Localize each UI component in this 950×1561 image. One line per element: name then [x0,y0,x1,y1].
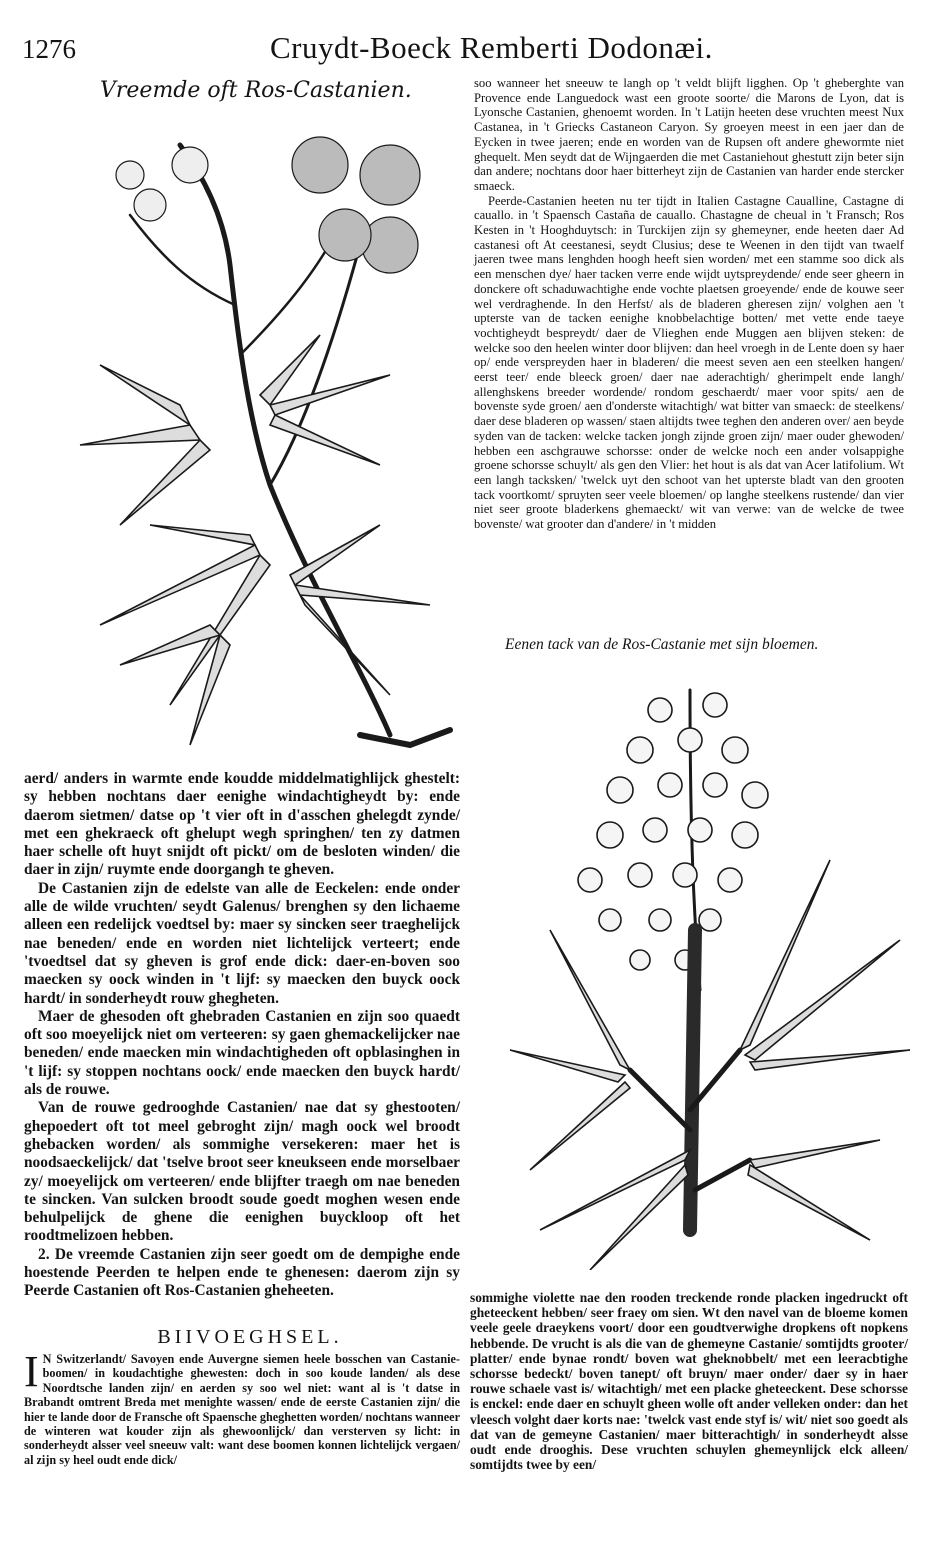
addition-heading: BIIVOEGHSEL. [157,1326,343,1348]
paragraph: Peerde-Castanien heeten nu ter tijdt in Italien Castagne Caualline, Castagne di cauallo. in 't Spaensch Castaña de cauallo. Chastagne de cheual in 't Fransch; Ros Kesten in 't Hooghduytsch: in Turckijen zijn sy ghemeyner, ende heeten daer Ad castanesi oft At ceestanesi, seydt Clusius; dese te Weenen in den tijdt van twaelf jaeren twee mans lenghden hoogh heeft sien worden/ met een stamme soo dick als een menschen dye/ haer tacken verre ende wijdt uytspreydende/ ende seer gheern in donckere oft schaduwachtighe ende vochte plaetsen groeyende/ ende de kouwe seer wel verdraghende. In den Herfst/ als de bladeren gheresen zijn/ volghen aen 't upterste van de tacken eenighe knobbelachtige botten/ met vette ende taeye vochtigheydt bespreydt/ daer de Vlieghen ende Muggen aen blijven steken: de welcke soo den heelen winter door blijven: dan heel vroegh in de Lente doen sy haer op/ ende verspreyden haer in bladeren/ die meest seven aen een steelken hangen/ eerst teer/ ende bleeck groen/ daer nae aderachtigh/ gherimpelt ende langh/ allenghskens breeder wordende/ rondom geschaerdt/ maer voor spits/ aen de bovenste syde groen/ aen d'onderste witachtigh/ wat bitter van smaeck: de steelkens/ daer dese bladeren op wassen/ staen altijdts twee teghen den anderen over/ aen beyde syden van de tacken: welcke tacken jongh zijnde groen zijn/ maer ouder ghewoden/ hebben een aschgrauwe schorsse: onder de welcke noch een ander volsappighe groene schorsse schuylt/ als gen den Vlier: het hout is als dat van Acer latifolium. Wt een langh tacksken/ 'twelck uyt den schoot van het upterste bladt van den grooten tack voortkomt/ spruyten seer veele bloemen/ op langhe steelkens rustende/ dan vier niet seer groote bladerkens ghemaeckt/ wit van verwe: van de welcke de twee bovenste/ wat grooter dan d'andere/ in 't midden [474,193,904,532]
paragraph: Maer de ghesoden oft ghebraden Castanien en zijn soo quaedt oft soo moeyelijck niet om verteeren: sy gaen ghemackelijcker nae beneden/ ende maecken min windachtigheden oft opblasinghen in 't lijf: sy stoppen nochtans oock/ ende maecken den buyck hardt/ als de rouwe. [24,1007,460,1099]
paragraph: 2. De vreemde Castanien zijn seer goedt om de dempighe ende hoestende Peerden te helpen ende te ghenesen: daerom zijn sy Peerde Castanien oft Ros-Castanien gheheeten. [24,1245,460,1300]
addition-paragraph [24,1347,460,1467]
page-number: 1276 [22,34,76,64]
running-title: Cruydt-Boeck Remberti Dodonæi. [270,30,713,65]
paragraph: sommighe violette nae den rooden treckende ronde placken ingedruckt oft gheteeckent hebben/ seer fraey om sien. Wt den navel van de bloeme komen veele geele draeykens voort/ door een goudtverwighe dropkens oft nopkens hebbende. De vrucht is als die van de ghemeyne Castanie/ somtijdts grooter/ platter/ ende bynae rondt/ boven wat gheknobbelt/ met een leeracbtighe schorsse bedeckt/ boven tanept/ oft bruyn/ maer onder/ daer sy in haer rouwe schaele vast is/ witachtigh/ met een placke gheteeckent. Dese schorsse is enckel: ende daer en schuylt gheen wolle oft ander velleken onder: dan het vleesch volght daer korts nae: 'twelck vast ende styf is/ wit/ niet soo goedt als dat van de gemeyne Castanien/ maer bitterachtigh/ in sonderheydt alsse oudt ende drooghis. Dese vruchten schuylen ghemeynlijck elck alleen/ somtijdts twee by een/ [470,1290,908,1473]
drop-capital: I [24,1347,39,1396]
right-column-top-text [474,76,904,532]
paragraph: soo wanneer het sneeuw te langh op 't veldt blijft ligghen. Op 't gheberghte van Provence ende Languedock wast een groote soorte/ die Marons de Lyon, dat is Lyonsche Castanien, ghenoemt worden. In 't Latijn heeten dese vruchten meest Nux Castanea, in 't Griecks Castaneon Caryon. Sy groeyen meest in een jaer dan de Eycken in twee jaeren; ende en worden van de Rupsen oft andere ghewormte niet ghequelt. Men seydt dat de Wijngaerden die met Castaniehout ghestutt zijn beter sijn dan andere; nochtans door haer bitterheyt zijn de Castanien van harder ende stercker smaeck. [474,76,904,193]
paragraph: Van de rouwe gedrooghde Castanien/ nae dat sy ghestooten/ ghepoedert oft tot meel gebroght zijn/ magh oock wel broodt ghebacken worden/ als sommighe versekeren: maer het is noodsaeckelijck/ dat 'tselve broot seer kneukseen ende morselbaer zy/ moeyelijck om verteeren/ ende blijfter traegh om nae beneden te sincken. Van sulcken broodt soude goedt moghen wesen ende behulpelijck de ghene die eenighen buyckloop oft het roodtmelizoen hebben. [24,1099,460,1245]
paragraph: aerd/ anders in warmte ende koudde middelmatighlijck ghestelt: sy hebben nochtans daer eenighe windachtigheydt by: ende daerom sietmen/ datse op 't vier oft in d'asschen ghelegdt zynde/ met een ghekraeck oft ghelupt wegh springhen/ ten zy datmen haer schelle oft huyt snijdt oft pickt/ om de besloten winden/ die daer in zijn/ ruymte ende doorgangh te gheven. [24,770,460,879]
addition-body: N Switzerlandt/ Savoyen ende Auvergne siemen heele bosschen van Castanie-boomen/ in koudachtighe ghewesten: doch in soo koude landen/ als dese Noordtsche landen zijn/ en aerden sy soo wel niet: want al is 't datse in Brabandt omtrent Breda met menighte wassen/ ende de eerste Castanien zijn/ die hier te lande door de Fransche oft Spaensche gheghetten worden/ nochtans wanneer de winteren wat kouder zijn als ghewoonlijck/ dan versterven sy licht: in sonderheydt alsser veel sneeuw valt: want dese boomen konnen lichtelijck vergaen/ al zijn sy heel oudt ende dick/ [24,1352,460,1467]
horse-chestnut-fruit-woodcut [60,105,460,755]
paragraph: De Castanien zijn de edelste van alle de Eeckelen: ende onder alle de wilde vruchten/ seydt Galenus/ brenghen sy den lichaeme alleen een redelijck voedtsel by: maer sy sincken seer traeghelijck nae beneden/ ende en worden niet lichtelijck verteert; ende 'tvoedtsel dat sy gheven is grof ende dick: daer-en-boven soo maecken sy oock winden in 't lijf: sy maecken den buyck oock hardt/ in sonderheydt rouw ghegheten. [24,879,460,1007]
figure-caption-right: Eenen tack van de Ros-Castanie met sijn bloemen. [505,636,819,653]
horse-chestnut-flower-woodcut [500,670,920,1270]
right-column-bottom-text [470,1290,908,1472]
left-column-bottom-text [24,770,460,1301]
figure-caption-left: Vreemde oft Ros-Castanien. [100,78,412,103]
